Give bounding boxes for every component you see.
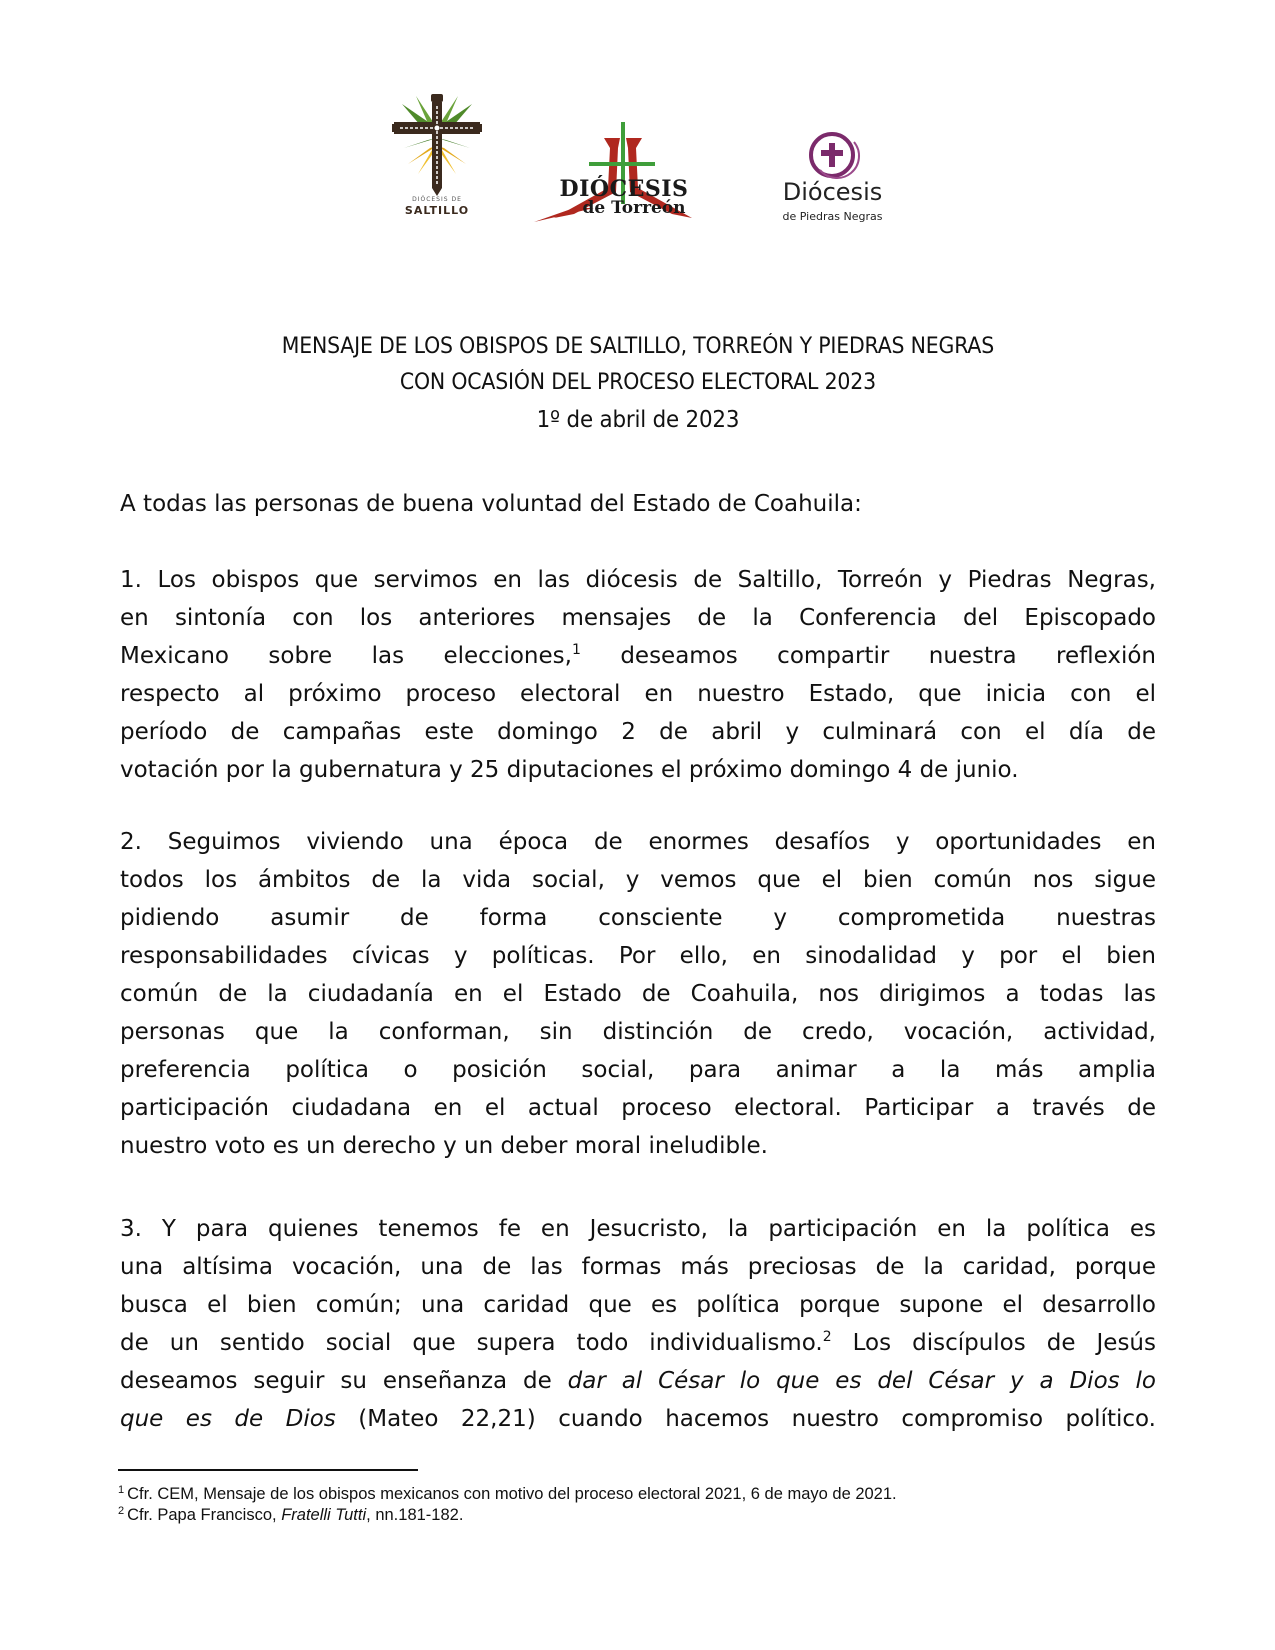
paragraph-2 — [120, 823, 1156, 1165]
footnote-text: Cfr. CEM, Mensaje de los obispos mexicanos con motivo del proceso electoral 2021, 6 de mayo de 2021. — [127, 1485, 897, 1503]
paragraph-text: deseamos seguir su enseñanza de — [120, 1368, 568, 1394]
footnote-text: , nn.181-182. — [366, 1506, 464, 1524]
footnote-italic-title: Fratelli Tutti — [281, 1506, 367, 1524]
paragraph-line: común de la ciudadanía en el Estado de Coahuila, nos dirigimos a todas las — [120, 981, 1156, 1007]
piedras-negras-logo-line1: Diócesis — [782, 178, 883, 206]
paragraph-1 — [120, 561, 1156, 789]
piedras-negras-cross-circle-icon — [770, 130, 895, 182]
piedras-negras-logo-line2: de Piedras Negras — [782, 210, 883, 223]
paragraph-italic-quote: que es de Dios — [120, 1406, 336, 1432]
paragraph-line: votación por la gubernatura y 25 diputaciones el próximo domingo 4 de junio. — [120, 757, 1019, 783]
paragraph-line: personas que la conforman, sin distinción de credo, vocación, actividad, — [120, 1019, 1156, 1045]
saltillo-logo-name: SALTILLO — [404, 204, 470, 217]
paragraph-line: una altísima vocación, una de las formas más preciosas de la caridad, porque — [120, 1254, 1156, 1280]
salutation: A todas las personas de buena voluntad del Estado de Coahuila: — [120, 491, 862, 517]
paragraph-line: nuestro voto es un derecho y un deber moral ineludible. — [120, 1133, 768, 1159]
footnote-number: 1 — [118, 1484, 125, 1496]
paragraph-line: participación ciudadana en el actual proceso electoral. Participar a través de — [120, 1095, 1156, 1121]
torreon-logo-line1: DIÓCESIS — [559, 176, 689, 202]
footnotes — [118, 1484, 897, 1526]
paragraph-line: en sintonía con los anteriores mensajes de la Conferencia del Episcopado — [120, 605, 1156, 631]
paragraph-line: pidiendo asumir de forma consciente y comprometida nuestras — [120, 905, 1156, 931]
paragraph-line: 2. Seguimos viviendo una época de enormes desafíos y oportunidades en — [120, 829, 1156, 855]
paragraph-text: deseamos compartir nuestra reflexión — [620, 643, 1157, 669]
footnote-ref-1[interactable]: 1 — [571, 642, 581, 658]
footnote-number: 2 — [118, 1505, 125, 1517]
paragraph-line: respecto al próximo proceso electoral en nuestro Estado, que inicia con el — [120, 681, 1156, 707]
paragraph-3 — [120, 1210, 1156, 1438]
paragraph-italic-quote: dar al César lo que es del César y a Dios lo — [567, 1368, 1156, 1394]
paragraph-line — [120, 1362, 1156, 1400]
paragraph-line: busca el bien común; una caridad que es política porque supone el desarrollo — [120, 1292, 1156, 1318]
paragraph-line — [120, 1324, 1156, 1362]
logo-diocesis-torreon — [534, 122, 714, 228]
torreon-logo-line2: de Torreón — [582, 198, 686, 218]
paragraph-text: Los discípulos de Jesús — [852, 1330, 1156, 1356]
saltillo-logo-top-text: DIÓCESIS DE — [412, 196, 462, 203]
footnote-1 — [118, 1484, 897, 1505]
document-date: 1º de abril de 2023 — [536, 407, 739, 433]
paragraph-text: de un sentido social que supera todo individualismo. — [120, 1330, 823, 1356]
logo-diocesis-piedras-negras — [770, 130, 895, 230]
footnote-text: Cfr. Papa Francisco, — [127, 1506, 282, 1524]
footnote-separator — [118, 1469, 418, 1471]
footnote-2 — [118, 1505, 897, 1526]
document-title-line2: CON OCASIÓN DEL PROCESO ELECTORAL 2023 — [399, 370, 876, 395]
paragraph-line: 3. Y para quienes tenemos fe en Jesucristo, la participación en la política es — [120, 1216, 1156, 1242]
paragraph-line: todos los ámbitos de la vida social, y vemos que el bien común nos sigue — [120, 867, 1156, 893]
paragraph-line: responsabilidades cívicas y políticas. Por ello, en sinodalidad y por el bien — [120, 943, 1156, 969]
paragraph-line: 1. Los obispos que servimos en las diócesis de Saltillo, Torreón y Piedras Negras, — [120, 567, 1156, 593]
paragraph-line: preferencia política o posición social, para animar a la más amplia — [120, 1057, 1156, 1083]
footnote-ref-2[interactable]: 2 — [822, 1329, 832, 1345]
document-title-line1: MENSAJE DE LOS OBISPOS DE SALTILLO, TORREÓN Y PIEDRAS NEGRAS — [281, 334, 994, 359]
paragraph-text: Mexicano sobre las elecciones, — [120, 643, 572, 669]
logo-diocesis-saltillo — [392, 88, 482, 220]
paragraph-line: período de campañas este domingo 2 de abril y culminará con el día de — [120, 719, 1156, 745]
paragraph-text: (Mateo 22,21) cuando hacemos nuestro compromiso político. — [335, 1406, 1156, 1432]
paragraph-line — [120, 637, 1156, 675]
paragraph-line — [120, 1400, 1156, 1438]
